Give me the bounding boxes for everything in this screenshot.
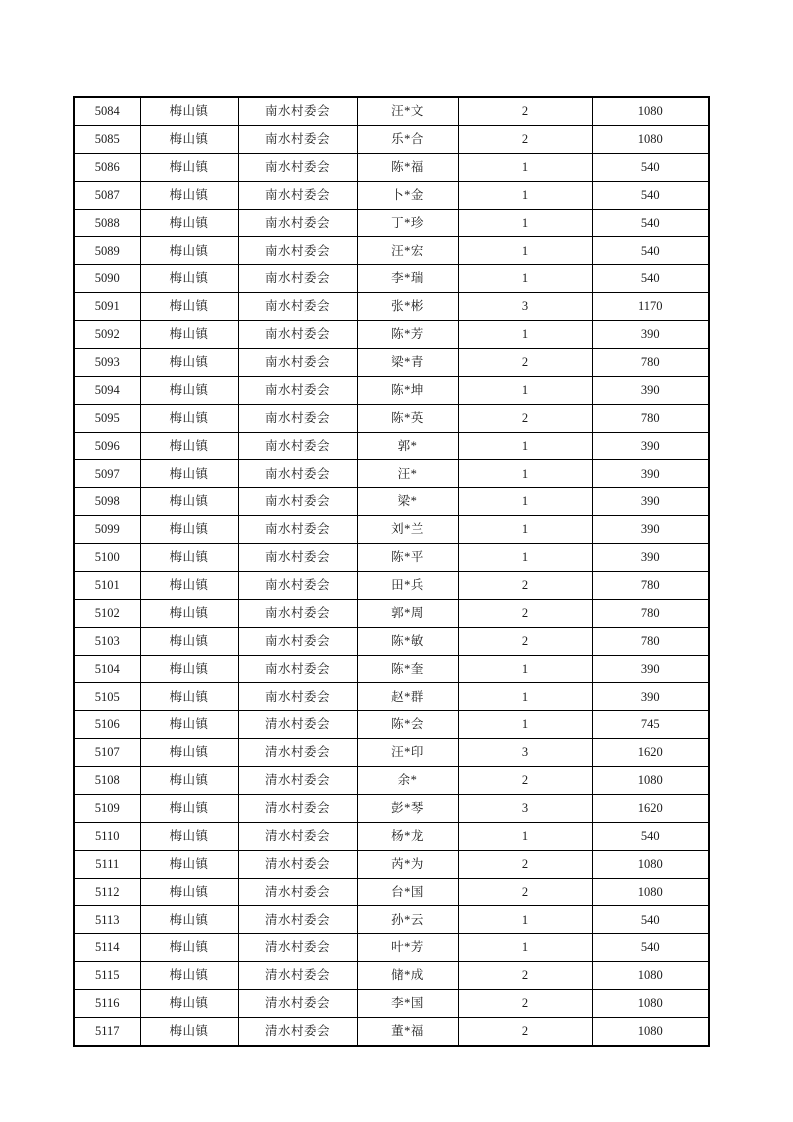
table-row: [74, 990, 709, 1018]
cell-village-committee: 南水村委会: [238, 293, 357, 321]
cell-amount: 1080: [592, 767, 709, 795]
cell-town: 梅山镇: [140, 739, 238, 767]
cell-name: 汪*印: [357, 739, 458, 767]
cell-count: 2: [458, 125, 592, 153]
table-row: [74, 348, 709, 376]
cell-amount: 1080: [592, 878, 709, 906]
cell-serial-number: 5112: [74, 878, 140, 906]
cell-village-committee: 清水村委会: [238, 906, 357, 934]
cell-amount: 780: [592, 404, 709, 432]
cell-amount: 390: [592, 376, 709, 404]
cell-name: 陈*英: [357, 404, 458, 432]
cell-town: 梅山镇: [140, 516, 238, 544]
cell-name: 梁*: [357, 488, 458, 516]
cell-serial-number: 5116: [74, 990, 140, 1018]
table-row: [74, 850, 709, 878]
table-row: [74, 878, 709, 906]
cell-serial-number: 5102: [74, 599, 140, 627]
cell-serial-number: 5096: [74, 432, 140, 460]
cell-name: 彭*琴: [357, 794, 458, 822]
cell-name: 孙*云: [357, 906, 458, 934]
cell-amount: 540: [592, 906, 709, 934]
cell-village-committee: 南水村委会: [238, 209, 357, 237]
cell-amount: 780: [592, 599, 709, 627]
cell-count: 1: [458, 209, 592, 237]
cell-serial-number: 5099: [74, 516, 140, 544]
cell-village-committee: 南水村委会: [238, 516, 357, 544]
cell-village-committee: 南水村委会: [238, 599, 357, 627]
cell-village-committee: 南水村委会: [238, 376, 357, 404]
cell-name: 叶*芳: [357, 934, 458, 962]
cell-village-committee: 清水村委会: [238, 1017, 357, 1045]
cell-name: 陈*芳: [357, 321, 458, 349]
cell-name: 张*彬: [357, 293, 458, 321]
cell-amount: 1080: [592, 850, 709, 878]
cell-serial-number: 5091: [74, 293, 140, 321]
cell-amount: 780: [592, 627, 709, 655]
cell-count: 1: [458, 237, 592, 265]
cell-name: 陈*奎: [357, 655, 458, 683]
cell-serial-number: 5117: [74, 1017, 140, 1045]
cell-amount: 390: [592, 321, 709, 349]
cell-count: 2: [458, 348, 592, 376]
cell-serial-number: 5108: [74, 767, 140, 795]
roster-table: [73, 96, 710, 1047]
cell-village-committee: 南水村委会: [238, 181, 357, 209]
cell-serial-number: 5087: [74, 181, 140, 209]
table-row: [74, 627, 709, 655]
cell-count: 1: [458, 321, 592, 349]
cell-serial-number: 5094: [74, 376, 140, 404]
cell-count: 1: [458, 516, 592, 544]
cell-town: 梅山镇: [140, 488, 238, 516]
table-body: [74, 97, 709, 1046]
cell-serial-number: 5084: [74, 97, 140, 125]
cell-count: 1: [458, 711, 592, 739]
cell-village-committee: 南水村委会: [238, 153, 357, 181]
cell-serial-number: 5114: [74, 934, 140, 962]
cell-name: 卜*金: [357, 181, 458, 209]
cell-amount: 540: [592, 934, 709, 962]
cell-amount: 1170: [592, 293, 709, 321]
cell-amount: 540: [592, 237, 709, 265]
cell-count: 1: [458, 544, 592, 572]
table-row: [74, 209, 709, 237]
cell-count: 2: [458, 404, 592, 432]
table-row: [74, 432, 709, 460]
cell-name: 陈*敏: [357, 627, 458, 655]
cell-name: 汪*宏: [357, 237, 458, 265]
table-row: [74, 544, 709, 572]
cell-town: 梅山镇: [140, 822, 238, 850]
cell-serial-number: 5086: [74, 153, 140, 181]
cell-name: 储*成: [357, 962, 458, 990]
cell-amount: 540: [592, 181, 709, 209]
cell-town: 梅山镇: [140, 97, 238, 125]
cell-serial-number: 5098: [74, 488, 140, 516]
cell-village-committee: 南水村委会: [238, 655, 357, 683]
cell-serial-number: 5106: [74, 711, 140, 739]
cell-village-committee: 清水村委会: [238, 711, 357, 739]
cell-name: 田*兵: [357, 571, 458, 599]
cell-amount: 540: [592, 209, 709, 237]
cell-village-committee: 南水村委会: [238, 460, 357, 488]
table-row: [74, 599, 709, 627]
cell-village-committee: 南水村委会: [238, 404, 357, 432]
table-row: [74, 404, 709, 432]
table-row: [74, 237, 709, 265]
cell-count: 2: [458, 627, 592, 655]
cell-village-committee: 清水村委会: [238, 962, 357, 990]
cell-village-committee: 南水村委会: [238, 348, 357, 376]
cell-village-committee: 南水村委会: [238, 544, 357, 572]
cell-count: 1: [458, 822, 592, 850]
cell-serial-number: 5101: [74, 571, 140, 599]
cell-village-committee: 清水村委会: [238, 878, 357, 906]
cell-name: 刘*兰: [357, 516, 458, 544]
table-row: [74, 321, 709, 349]
cell-count: 3: [458, 794, 592, 822]
cell-town: 梅山镇: [140, 544, 238, 572]
cell-count: 2: [458, 767, 592, 795]
cell-name: 芮*为: [357, 850, 458, 878]
cell-town: 梅山镇: [140, 153, 238, 181]
table-row: [74, 962, 709, 990]
cell-town: 梅山镇: [140, 850, 238, 878]
cell-name: 陈*会: [357, 711, 458, 739]
cell-name: 余*: [357, 767, 458, 795]
table-row: [74, 571, 709, 599]
cell-amount: 540: [592, 265, 709, 293]
cell-serial-number: 5088: [74, 209, 140, 237]
cell-name: 汪*文: [357, 97, 458, 125]
table-row: [74, 767, 709, 795]
cell-town: 梅山镇: [140, 125, 238, 153]
cell-village-committee: 清水村委会: [238, 990, 357, 1018]
cell-count: 2: [458, 599, 592, 627]
cell-name: 乐*合: [357, 125, 458, 153]
table-row: [74, 125, 709, 153]
cell-village-committee: 南水村委会: [238, 627, 357, 655]
cell-amount: 1080: [592, 962, 709, 990]
cell-town: 梅山镇: [140, 794, 238, 822]
cell-name: 郭*: [357, 432, 458, 460]
cell-town: 梅山镇: [140, 627, 238, 655]
cell-village-committee: 南水村委会: [238, 488, 357, 516]
cell-count: 1: [458, 432, 592, 460]
cell-amount: 780: [592, 571, 709, 599]
cell-serial-number: 5109: [74, 794, 140, 822]
cell-count: 2: [458, 1017, 592, 1045]
cell-village-committee: 清水村委会: [238, 934, 357, 962]
table-row: [74, 822, 709, 850]
cell-amount: 780: [592, 348, 709, 376]
cell-serial-number: 5105: [74, 683, 140, 711]
cell-count: 2: [458, 571, 592, 599]
cell-amount: 540: [592, 153, 709, 181]
table-row: [74, 265, 709, 293]
cell-count: 1: [458, 181, 592, 209]
cell-name: 台*国: [357, 878, 458, 906]
cell-count: 3: [458, 739, 592, 767]
cell-town: 梅山镇: [140, 321, 238, 349]
cell-town: 梅山镇: [140, 767, 238, 795]
cell-count: 1: [458, 906, 592, 934]
cell-town: 梅山镇: [140, 683, 238, 711]
cell-name: 李*瑞: [357, 265, 458, 293]
cell-serial-number: 5100: [74, 544, 140, 572]
cell-amount: 745: [592, 711, 709, 739]
cell-count: 1: [458, 265, 592, 293]
cell-amount: 390: [592, 460, 709, 488]
table-row: [74, 293, 709, 321]
cell-serial-number: 5095: [74, 404, 140, 432]
cell-town: 梅山镇: [140, 962, 238, 990]
table-row: [74, 376, 709, 404]
cell-amount: 390: [592, 683, 709, 711]
cell-serial-number: 5115: [74, 962, 140, 990]
cell-town: 梅山镇: [140, 878, 238, 906]
table-row: [74, 683, 709, 711]
cell-town: 梅山镇: [140, 711, 238, 739]
cell-count: 2: [458, 962, 592, 990]
cell-town: 梅山镇: [140, 655, 238, 683]
cell-town: 梅山镇: [140, 348, 238, 376]
cell-count: 2: [458, 97, 592, 125]
cell-name: 陈*福: [357, 153, 458, 181]
cell-count: 3: [458, 293, 592, 321]
table-row: [74, 97, 709, 125]
cell-town: 梅山镇: [140, 571, 238, 599]
table-row: [74, 516, 709, 544]
cell-village-committee: 南水村委会: [238, 321, 357, 349]
cell-count: 1: [458, 460, 592, 488]
cell-village-committee: 清水村委会: [238, 850, 357, 878]
cell-serial-number: 5103: [74, 627, 140, 655]
cell-amount: 390: [592, 544, 709, 572]
cell-amount: 390: [592, 488, 709, 516]
table-row: [74, 488, 709, 516]
cell-village-committee: 清水村委会: [238, 794, 357, 822]
cell-town: 梅山镇: [140, 1017, 238, 1045]
cell-amount: 540: [592, 822, 709, 850]
cell-count: 2: [458, 878, 592, 906]
cell-serial-number: 5092: [74, 321, 140, 349]
cell-name: 李*国: [357, 990, 458, 1018]
cell-serial-number: 5089: [74, 237, 140, 265]
cell-serial-number: 5104: [74, 655, 140, 683]
cell-village-committee: 南水村委会: [238, 683, 357, 711]
table-row: [74, 906, 709, 934]
cell-name: 丁*珍: [357, 209, 458, 237]
cell-serial-number: 5093: [74, 348, 140, 376]
cell-amount: 390: [592, 516, 709, 544]
cell-town: 梅山镇: [140, 404, 238, 432]
table-row: [74, 1017, 709, 1045]
cell-town: 梅山镇: [140, 990, 238, 1018]
cell-town: 梅山镇: [140, 599, 238, 627]
cell-amount: 1080: [592, 97, 709, 125]
cell-town: 梅山镇: [140, 209, 238, 237]
table-row: [74, 711, 709, 739]
cell-amount: 390: [592, 432, 709, 460]
cell-name: 杨*龙: [357, 822, 458, 850]
table-row: [74, 739, 709, 767]
cell-name: 梁*青: [357, 348, 458, 376]
cell-amount: 390: [592, 655, 709, 683]
cell-town: 梅山镇: [140, 934, 238, 962]
cell-village-committee: 清水村委会: [238, 822, 357, 850]
cell-count: 2: [458, 990, 592, 1018]
cell-name: 汪*: [357, 460, 458, 488]
cell-village-committee: 南水村委会: [238, 237, 357, 265]
cell-name: 赵*群: [357, 683, 458, 711]
cell-amount: 1620: [592, 739, 709, 767]
cell-amount: 1080: [592, 990, 709, 1018]
cell-serial-number: 5085: [74, 125, 140, 153]
table-row: [74, 655, 709, 683]
cell-serial-number: 5107: [74, 739, 140, 767]
cell-count: 1: [458, 488, 592, 516]
cell-serial-number: 5090: [74, 265, 140, 293]
cell-town: 梅山镇: [140, 376, 238, 404]
cell-serial-number: 5110: [74, 822, 140, 850]
cell-village-committee: 清水村委会: [238, 767, 357, 795]
table-row: [74, 153, 709, 181]
cell-name: 董*福: [357, 1017, 458, 1045]
cell-village-committee: 清水村委会: [238, 739, 357, 767]
cell-village-committee: 南水村委会: [238, 97, 357, 125]
cell-town: 梅山镇: [140, 265, 238, 293]
cell-village-committee: 南水村委会: [238, 571, 357, 599]
cell-count: 1: [458, 153, 592, 181]
table-row: [74, 794, 709, 822]
cell-town: 梅山镇: [140, 432, 238, 460]
cell-town: 梅山镇: [140, 293, 238, 321]
cell-name: 郭*周: [357, 599, 458, 627]
cell-count: 1: [458, 376, 592, 404]
cell-serial-number: 5113: [74, 906, 140, 934]
cell-amount: 1620: [592, 794, 709, 822]
cell-amount: 1080: [592, 125, 709, 153]
cell-count: 2: [458, 850, 592, 878]
cell-count: 1: [458, 934, 592, 962]
cell-amount: 1080: [592, 1017, 709, 1045]
cell-count: 1: [458, 683, 592, 711]
cell-serial-number: 5111: [74, 850, 140, 878]
cell-town: 梅山镇: [140, 460, 238, 488]
table-row: [74, 934, 709, 962]
cell-count: 1: [458, 655, 592, 683]
cell-village-committee: 南水村委会: [238, 125, 357, 153]
cell-name: 陈*平: [357, 544, 458, 572]
cell-town: 梅山镇: [140, 181, 238, 209]
table-row: [74, 460, 709, 488]
cell-name: 陈*坤: [357, 376, 458, 404]
cell-village-committee: 南水村委会: [238, 265, 357, 293]
table-row: [74, 181, 709, 209]
cell-town: 梅山镇: [140, 237, 238, 265]
cell-town: 梅山镇: [140, 906, 238, 934]
cell-village-committee: 南水村委会: [238, 432, 357, 460]
cell-serial-number: 5097: [74, 460, 140, 488]
